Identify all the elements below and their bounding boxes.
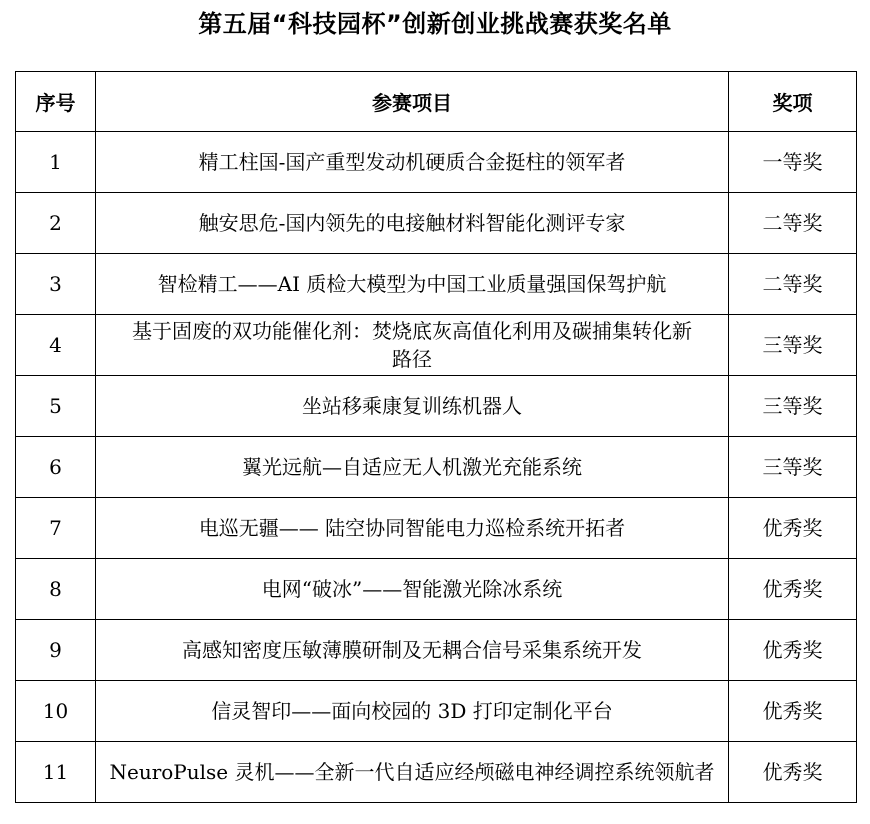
row-award: 一等奖 [729, 132, 857, 193]
table-row [16, 559, 857, 620]
row-award: 优秀奖 [729, 681, 857, 742]
row-project: 触安思危-国内领先的电接触材料智能化测评专家 [96, 193, 729, 254]
row-project: 坐站移乘康复训练机器人 [96, 376, 729, 437]
row-award: 二等奖 [729, 193, 857, 254]
table-row [16, 742, 857, 803]
row-award: 二等奖 [729, 254, 857, 315]
row-number: 1 [16, 132, 96, 193]
row-number: 8 [16, 559, 96, 620]
table-row [16, 498, 857, 559]
row-number: 6 [16, 437, 96, 498]
table-row [16, 620, 857, 681]
table-row [16, 132, 857, 193]
row-project: NeuroPulse 灵机——全新一代自适应经颅磁电神经调控系统领航者 [96, 742, 729, 803]
header-number: 序号 [16, 72, 96, 132]
row-number: 2 [16, 193, 96, 254]
row-number: 4 [16, 315, 96, 376]
table-row [16, 681, 857, 742]
table-row [16, 254, 857, 315]
row-project: 高感知密度压敏薄膜研制及无耦合信号采集系统开发 [96, 620, 729, 681]
row-project: 电巡无疆—— 陆空协同智能电力巡检系统开拓者 [96, 498, 729, 559]
row-number: 10 [16, 681, 96, 742]
row-project: 信灵智印——面向校园的 3D 打印定制化平台 [96, 681, 729, 742]
header-award: 奖项 [729, 72, 857, 132]
row-project: 智检精工——AI 质检大模型为中国工业质量强国保驾护航 [96, 254, 729, 315]
row-award: 三等奖 [729, 315, 857, 376]
row-award: 三等奖 [729, 376, 857, 437]
row-number: 11 [16, 742, 96, 803]
row-project: 翼光远航—自适应无人机激光充能系统 [96, 437, 729, 498]
row-number: 7 [16, 498, 96, 559]
award-table [15, 71, 857, 803]
row-project: 精工柱国-国产重型发动机硬质合金挺柱的领军者 [96, 132, 729, 193]
row-number: 3 [16, 254, 96, 315]
table-header-row [16, 72, 857, 132]
table-row [16, 376, 857, 437]
table-row [16, 315, 857, 376]
row-award: 优秀奖 [729, 742, 857, 803]
header-project: 参赛项目 [96, 72, 729, 132]
row-award: 三等奖 [729, 437, 857, 498]
row-award: 优秀奖 [729, 498, 857, 559]
row-award: 优秀奖 [729, 620, 857, 681]
row-award: 优秀奖 [729, 559, 857, 620]
page-title: 第五届“科技园杯”创新创业挑战赛获奖名单 [198, 10, 672, 38]
table-row [16, 437, 857, 498]
row-project: 基于固废的双功能催化剂：焚烧底灰高值化利用及碳捕集转化新路径 [96, 315, 729, 376]
row-number: 9 [16, 620, 96, 681]
row-number: 5 [16, 376, 96, 437]
row-project: 电网“破冰”——智能激光除冰系统 [96, 559, 729, 620]
table-row [16, 193, 857, 254]
